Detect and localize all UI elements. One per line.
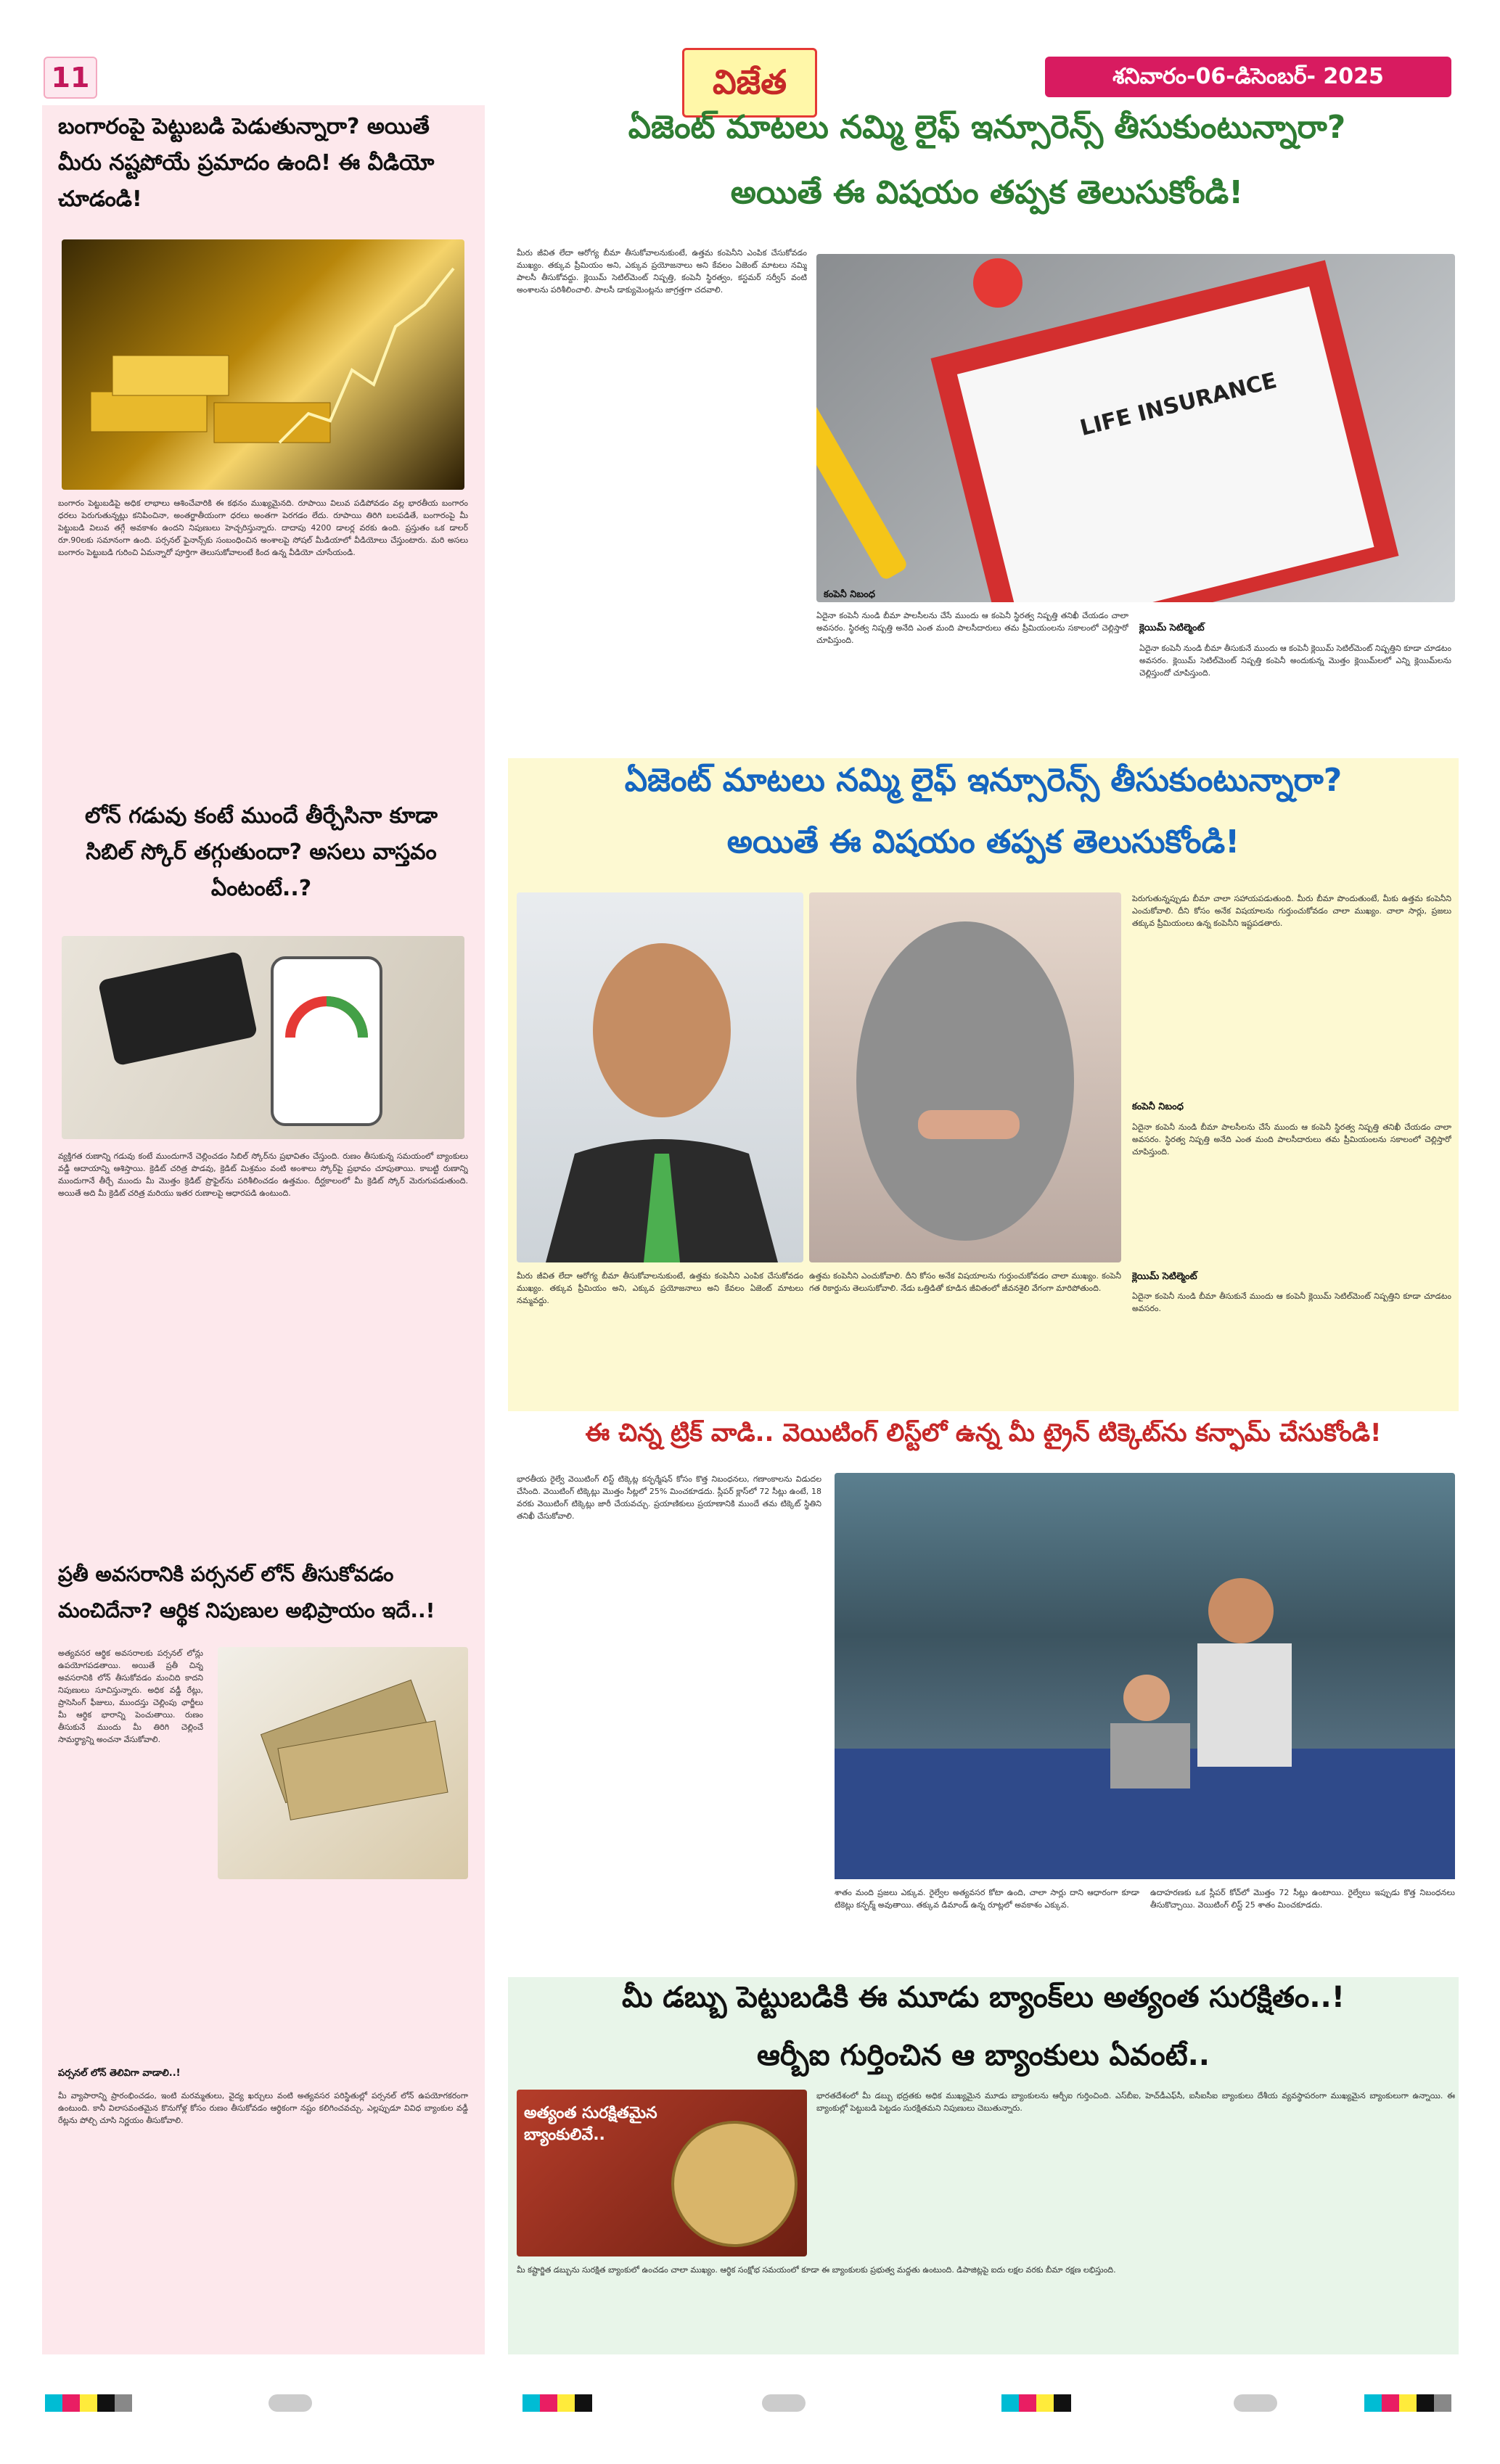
- gold-article-title: బంగారంపై పెట్టుబడి పెడుతున్నారా? అయితే మీరు నష్టపోయే ప్రమాదం ఉంది! ఈ వీడియో చూడండి!: [58, 114, 435, 212]
- person-icon: [856, 921, 1074, 1241]
- expert-photo: [517, 892, 803, 1262]
- stomach-pain-photo: [809, 892, 1121, 1262]
- gold-image: [62, 239, 464, 490]
- banks-body: భారతదేశంలో మీ డబ్బు భద్రతకు అధిక ముఖ్యమైన మూడు బ్యాంకులను ఆర్బీఐ గుర్తించింది. ఎస్‌బీఐ, హెచ్‌డీఎఫ్‌సీ, ఐసీఐసీఐ బ్యాంకులు దేశీయ వ్యవస్థాపరంగా ముఖ్యమైన బ్యాంకులుగా ఉన్నాయి. ఈ బ్యాంకుల్లో పెట్టుబడి పెట్టడం సురక్షితమని నిపుణులు చెబుతున్నారు.: [816, 2091, 1455, 2113]
- insurance-title-2: ఏజెంట్ మాటలు నమ్మి లైఫ్ ఇన్సూరెన్స్ తీసుకుంటున్నారా?: [624, 762, 1343, 799]
- newspaper-logo: విజేత: [682, 48, 817, 118]
- insurance-subhead-claim: క్లెయిమ్ సెటిల్మెంట్: [1139, 623, 1205, 633]
- insurance-body-1: మీరు జీవిత లేదా ఆరోగ్య బీమా తీసుకోవాలనుకుంటే, ఉత్తమ కంపెనీని ఎంపిక చేసుకోవడం ముఖ్యం. తక్కువ ప్రీమియం అని, ఎక్కువ ప్రయోజనాలు అని కేవలం ఏజెంట్ మాటలు నమ్మి పాలసీ తీసుకోవద్దు. క్లెయిమ్ సెటిల్‌మెంట్ నిష్పత్తి, కంపెనీ స్థిరత్వం, కస్టమర్ సర్వీస్ వంటి అంశాలను పరిశీలించాలి. పాలసీ డాక్యుమెంట్లను జాగ్రత్తగా చదవాలి.: [517, 248, 807, 295]
- life-insurance-image: [816, 254, 1455, 602]
- gold-bar: [91, 392, 207, 432]
- pen-icon: [816, 391, 909, 581]
- insurance-2-subhead-company: కంపెనీ నిబంధ: [1132, 1101, 1184, 1112]
- insurance-col3-body: ఏదైనా కంపెనీ నుండి బీమా పాలసీలను చేసే ముందు ఆ కంపెనీ స్థిరత్వ నిష్పత్తి తనిఖీ చేయడం చాలా అవసరం. స్థిరత్వ నిష్పత్తి అనేది ఎంత మంది పాలసీదారులు తమ ప్రీమియంలను సకాలంలో చెల్లిస్తారో చూపిస్తుంది.: [816, 611, 1128, 645]
- insurance-2-subhead-claim: క్లెయిమ్ సెటిల్మెంట్: [1132, 1271, 1197, 1282]
- train-bottom-left: శాతం మంది ప్రజలు ఎక్కువ. రైల్వేల అత్యవసర కోటా ఉంది, చాలా సార్లు దాని ఆధారంగా కూడా టికెట్లు కన్ఫర్మ్ అవుతాయి. తక్కువ డిమాండ్ ఉన్న రూట్లలో అవకాశం ఎక్కువ.: [835, 1888, 1139, 1910]
- personal-loan-body: అత్యవసర ఆర్థిక అవసరాలకు పర్సనల్ లోన్లు ఉపయోగపడతాయి. అయితే ప్రతీ చిన్న అవసరానికి లోన్ తీసుకోవడం మంచిది కాదని నిపుణులు సూచిస్తున్నారు. అధిక వడ్డీ రేట్లు, ప్రాసెసింగ్ ఫీజులు, ముందస్తు చెల్లింపు ఛార్జీలు మీ ఆర్థిక భారాన్ని పెంచుతాయి. రుణం తీసుకునే ముందు మీ తిరిగి చెల్లించే సామర్థ్యాన్ని అంచనా వేసుకోవాలి.: [58, 1648, 203, 1744]
- banks-subtitle: ఆర్బీఐ గుర్తించిన ఆ బ్యాంకులు ఏవంటే..: [757, 2039, 1210, 2072]
- credit-score-image: [62, 936, 464, 1139]
- gold-bar: [112, 356, 229, 395]
- currency-image: [218, 1647, 468, 1879]
- phone-icon: [272, 958, 381, 1125]
- date-banner: శనివారం-06-డిసెంబర్- 2025: [1045, 57, 1451, 97]
- life-insurance-label: LIFE INSURANCE: [1077, 367, 1279, 442]
- train-body: భారతీయ రైల్వే వెయిటింగ్ లిస్ట్ టిక్కెట్ల కన్ఫర్మేషన్ కోసం కొత్త నిబంధనలు, గణాంకాలను విడుదల చేసింది. వెయిటింగ్ టిక్కెట్లు మొత్తం సీట్లలో 25% మించకూడదు. స్లీపర్ క్లాస్‌లో 72 సీట్లు ఉంటే, 18 వరకు వెయిటింగ్ టిక్కెట్లు జారీ చేయవచ్చు. ప్రయాణికులు ప్రయాణానికి ముందే తమ టిక్కెట్ స్థితిని తనిఖీ చేసుకోవాలి.: [517, 1474, 821, 1521]
- insurance-title-1: ఏజెంట్ మాటలు నమ్మి లైఫ్ ఇన్సూరెన్స్ తీసుకుంటున్నారా?: [628, 109, 1346, 146]
- insurance-2-right-body-3: ఏదైనా కంపెనీ నుండి బీమా తీసుకునే ముందు ఆ కంపెనీ క్లెయిమ్ సెటిల్‌మెంట్ నిష్పత్తిని కూడా చూడటం అవసరం.: [1132, 1291, 1451, 1313]
- page-number: 11: [44, 57, 97, 99]
- train-bottom-right: ఉదాహరణకు ఒక స్లీపర్ కోచ్‌లో మొత్తం 72 సీట్లు ఉంటాయి. రైల్వేలు ఇప్పుడు కొత్త నిబంధనలు తీసుకొచ్చాయి. వెయిటింగ్ లిస్ట్ 25 శాతం మించకూడదు.: [1150, 1888, 1455, 1910]
- rbi-image-caption: అత్యంత సురక్షితమైన బ్యాంకులివే..: [524, 2104, 657, 2144]
- rbi-seal-icon: [673, 2122, 796, 2246]
- insurance-subtitle-2: అయితే ఈ విషయం తప్పక తెలుసుకోండి!: [726, 824, 1240, 861]
- personal-loan-body-2: మీ వ్యాపారాన్ని ప్రారంభించడం, ఇంటి మరమ్మతులు, వైద్య ఖర్చులు వంటి అత్యవసర పరిస్థితుల్లో పర్సనల్ లోన్ ఉపయోగకరంగా ఉంటుంది. కానీ విలాసవంతమైన కొనుగోళ్ల కోసం రుణం తీసుకోవడం ఆర్థికంగా నష్టం కలిగించవచ్చు. ఎల్లప్పుడూ వివిధ బ్యాంకుల వడ్డీ రేట్లను పోల్చి చూసి నిర్ణయం తీసుకోవాలి.: [58, 2091, 468, 2125]
- personal-loan-subhead: పర్సనల్ లోన్ తెలివిగా వాడాలి..!: [58, 2068, 181, 2079]
- train-title: ఈ చిన్న ట్రిక్ వాడి.. వెయిటింగ్ లిస్ట్‌లో ఉన్న మీ ట్రైన్ టిక్కెట్‌ను కన్ఫామ్ చేసుకోండి!: [585, 1418, 1382, 1447]
- gold-bar: [214, 403, 330, 443]
- bottle-icon: [973, 258, 1022, 308]
- insurance-2-bottom-left: మీరు జీవిత లేదా ఆరోగ్య బీమా తీసుకోవాలనుకుంటే, ఉత్తమ కంపెనీని ఎంపిక చేసుకోవడం ముఖ్యం. తక్కువ ప్రీమియం అని, ఎక్కువ ప్రయోజనాలు అని కేవలం ఏజెంట్ మాటలు నమ్మవద్దు.: [517, 1271, 803, 1305]
- child-icon: [1123, 1675, 1170, 1721]
- insurance-col4-body: ఏదైనా కంపెనీ నుండి బీమా తీసుకునే ముందు ఆ కంపెనీ క్లెయిమ్ సెటిల్‌మెంట్ నిష్పత్తిని కూడా చూడటం అవసరం. క్లెయిమ్ సెటిల్‌మెంట్ నిష్పత్తి కంపెనీ అందుకున్న మొత్తం క్లెయిమ్‌లలో ఎన్ని క్లెయిమ్‌లను చెల్లిస్తుందో చూపిస్తుంది.: [1139, 644, 1451, 678]
- train-photo: [835, 1473, 1455, 1879]
- cibil-article-body: వ్యక్తిగత రుణాన్ని గడువు కంటే ముందుగానే చెల్లించడం సిబిల్ స్కోర్‌ను ప్రభావితం చేస్తుంది. రుణం తీసుకున్న సమయంలో బ్యాంకులు వడ్డీ ఆదాయాన్ని ఆశిస్తాయి. క్రెడిట్ చరిత్ర పొడవు, క్రెడిట్ మిశ్రమం వంటి అంశాలు స్కోర్‌పై ప్రభావం చూపుతాయి. కాబట్టి రుణాన్ని ముందుగానే తీర్చే ముందు మీ మొత్తం క్రెడిట్ ప్రొఫైల్‌ను పరిశీలించడం ఉత్తమం. దీర్ఘకాలంలో మీ క్రెడిట్ స్కోర్ మెరుగుపడుతుంది. అయితే అది మీ క్రెడిట్ చరిత్ర మరియు ఇతర రుణాలపై ఆధారపడి ఉంటుంది.: [58, 1151, 468, 1198]
- insurance-2-bottom-right: ఉత్తమ కంపెనీని ఎంచుకోవాలి. దీని కోసం అనేక విషయాలను గుర్తుంచుకోవడం చాలా ముఖ్యం. కంపెనీ గత రికార్డును తెలుసుకోవాలి. నేడు ఒత్తిడితో కూడిన జీవితంలో జీవనశైలి వేగంగా మారిపోతుంది.: [809, 1271, 1121, 1293]
- cibil-article-title: లోన్ గడువు కంటే ముందే తీర్చేసినా కూడా సిబిల్ స్కోర్ తగ్గుతుందా? అసలు వాస్తవం ఏంటంటే..?: [85, 803, 438, 901]
- insurance-subhead-company: కంపెనీ నిబంధ: [824, 589, 875, 600]
- insurance-2-right-body-2: ఏదైనా కంపెనీ నుండి బీమా పాలసీలను చేసే ముందు ఆ కంపెనీ స్థిరత్వ నిష్పత్తి తనిఖీ చేయడం చాలా అవసరం. స్థిరత్వ నిష్పత్తి అనేది ఎంత మంది పాలసీదారులు తమ ప్రీమియంలను సకాలంలో చెల్లిస్తారో చూపిస్తుంది.: [1132, 1122, 1451, 1157]
- credit-card-icon: [98, 951, 258, 1067]
- banks-body-2: మీ కష్టార్జిత డబ్బును సురక్షిత బ్యాంకులో ఉంచడం చాలా ముఖ్యం. ఆర్థిక సంక్షోభ సమయంలో కూడా ఈ బ్యాంకులకు ప్రభుత్వ మద్దతు ఉంటుంది. డిపాజిట్లపై ఐదు లక్షల వరకు బీమా రక్షణ లభిస్తుంది.: [517, 2265, 1116, 2275]
- banks-title: మీ డబ్బు పెట్టుబడికి ఈ మూడు బ్యాంక్‌లు అత్యంత సురక్షితం..!: [622, 1981, 1345, 2014]
- rising-trend-line: [279, 268, 454, 443]
- rbi-image: [517, 2090, 807, 2256]
- gold-article-body: బంగారం పెట్టుబడిపై అధిక లాభాలు ఆశించేవారికి ఈ కథనం ముఖ్యమైనది. రూపాయి విలువ పడిపోవడం వల్ల భారతీయ బంగారం ధరలు పెరుగుతున్నట్లు కనిపించినా, అంతర్జాతీయంగా ధరలు అంతగా పెరగడం లేదు. రూపాయి తిరిగి బలపడితే, బంగారంపై మీ పెట్టుబడి విలువ తగ్గే అవకాశం ఉందని నిపుణులు హెచ్చరిస్తున్నారు. దాదాపు 4200 డాలర్ల వరకు ఉంది. ప్రస్తుతం ఒక డాలర్ రూ.90లకు సమానంగా ఉంది. పర్సనల్ ఫైనాన్స్‌కు సంబంధించిన అంశాలపై సోషల్ మీడియాలో వీడియోలు చేస్తుంటారు. మరి అసలు బంగారం పెట్టుబడి గురించి ఏమన్నారో పూర్తిగా తెలుసుకోవాలంటే కింద ఉన్న వీడియో చూసేయండి.: [58, 498, 468, 557]
- insurance-2-right-body: పెరుగుతున్నప్పుడు బీమా చాలా సహాయపడుతుంది. మీరు బీమా పొందుతుంటే, మీకు ఉత్తమ కంపెనీని ఎంచుకోవాలి. దీని కోసం అనేక విషయాలను గుర్తుంచుకోవడం చాలా ముఖ్యం. చాలా సార్లు, ప్రజలు తక్కువ ప్రీమియంలు ఉన్న కంపెనీని ఇష్టపడతారు.: [1132, 894, 1451, 928]
- passenger-icon: [1208, 1578, 1274, 1643]
- insurance-subtitle-1: అయితే ఈ విషయం తప్పక తెలుసుకోండి!: [730, 174, 1244, 211]
- personal-loan-title: ప్రతీ అవసరానికి పర్సనల్ లోన్ తీసుకోవడం మంచిదేనా? ఆర్థిక నిపుణుల అభిప్రాయం ఇదే..!: [58, 1562, 435, 1622]
- face-icon: [593, 943, 731, 1117]
